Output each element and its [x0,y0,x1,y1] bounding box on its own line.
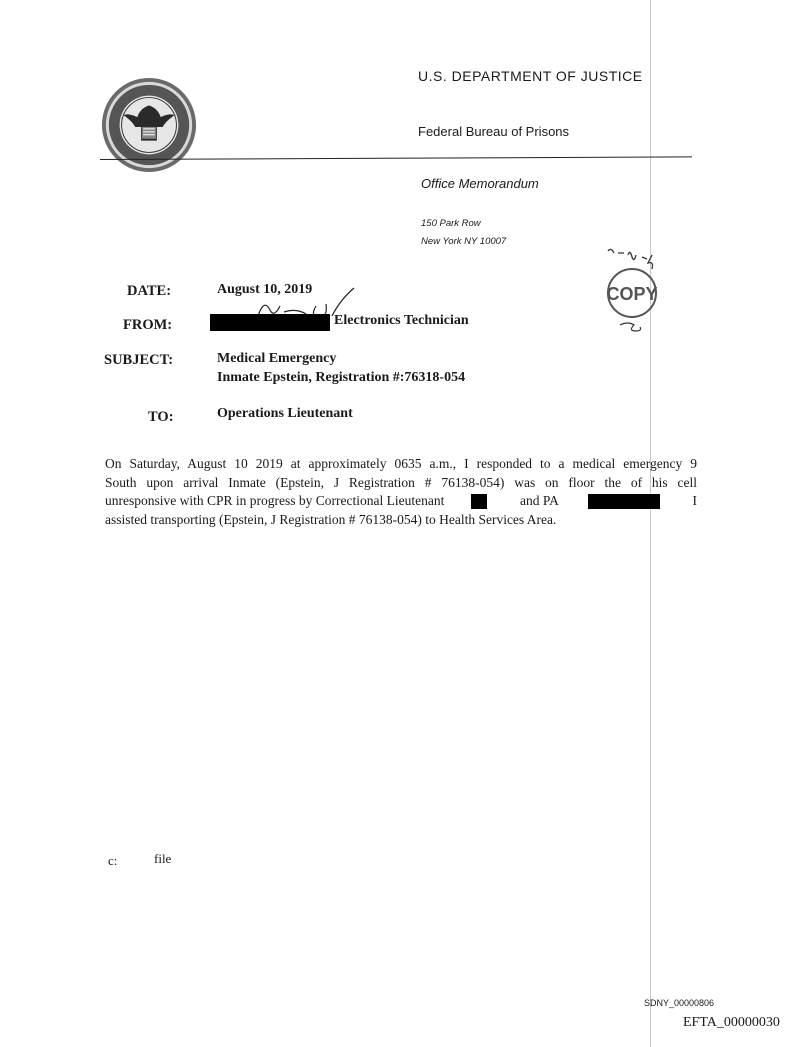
body-line-3a: unresponsive with CPR in progress by Correctional Lieutenant [105,493,445,508]
copy-stamp [598,243,670,338]
bureau-name: Federal Bureau of Prisons [418,124,570,139]
bates-number-large: EFTA_00000030 [683,1015,780,1030]
address-line-1: 150 Park Row [421,218,481,229]
body-line-2: South upon arrival Inmate (Epstein, J Registration # 76138-054) was on floor the of his cell [105,474,697,490]
date-value: August 10, 2019 [217,282,313,297]
bates-number-small: SDNY_00000806 [644,998,715,1008]
subject-line-1: Medical Emergency [217,351,337,366]
from-value: Electronics Technician [334,313,469,328]
memo-body [105,455,697,529]
subject-label: SUBJECT: [104,352,174,368]
body-line-3c: I [692,493,697,508]
redaction-pa-name [588,494,660,509]
cc-label: c: [108,853,118,868]
redaction-from-name [210,314,330,331]
body-line-3 [105,492,697,511]
body-line-4: assisted transporting (Epstein, J Registration # 76138-054) to Health Services Area. [105,511,557,527]
body-line-1: On Saturday, August 10 2019 at approximately 0635 a.m., I responded to a medical emergency 9 [105,456,697,471]
cc-value: file [154,851,172,866]
to-label: TO: [148,409,174,425]
redaction-lieutenant-name [471,494,487,509]
subject-line-2: Inmate Epstein, Registration #:76318-054 [217,370,466,385]
memo-type: Office Memorandum [421,176,539,191]
stamp-text: COPY [606,284,658,304]
to-value: Operations Lieutenant [217,406,353,421]
address-line-2: New York NY 10007 [421,236,507,247]
body-line-3b: and PA [519,493,559,508]
department-name: U.S. DEPARTMENT OF JUSTICE [418,68,643,84]
date-label: DATE: [127,283,172,299]
from-label: FROM: [123,317,173,333]
